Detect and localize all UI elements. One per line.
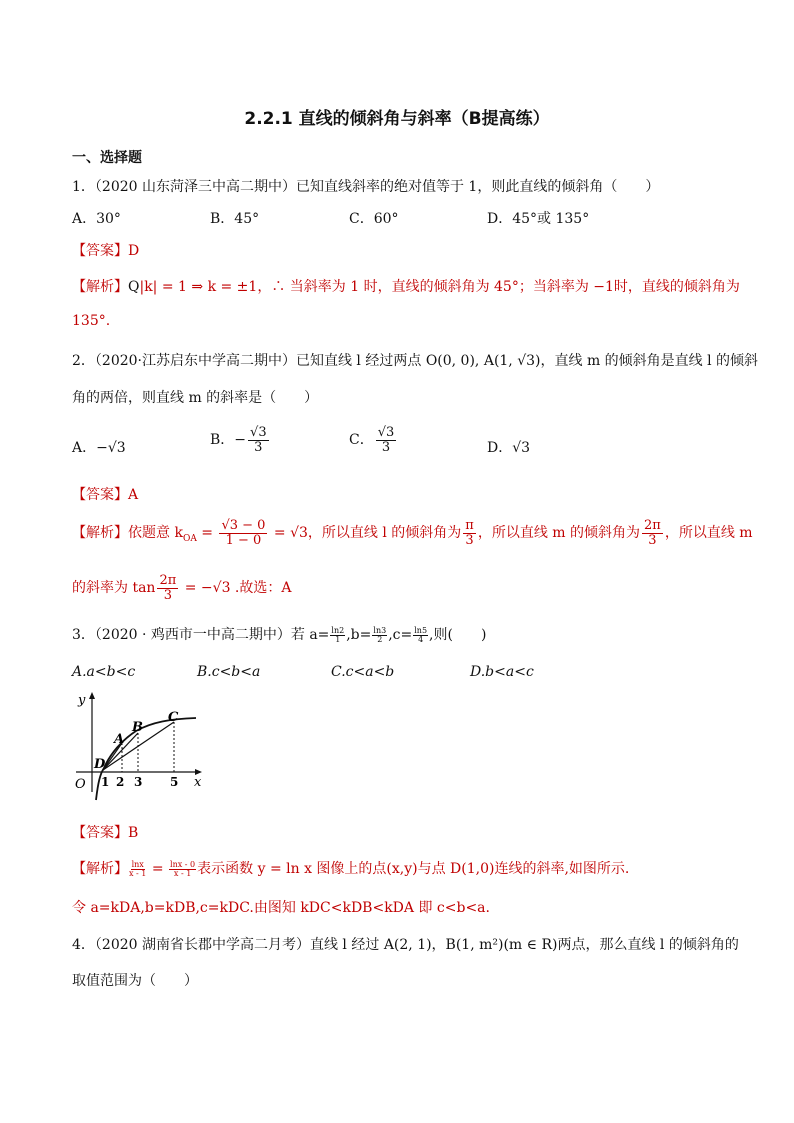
equals-sign: = xyxy=(196,525,218,542)
fraction-denominator: x - 1 xyxy=(129,868,147,878)
question-2-stem-line2: 角的两倍，则直线 m 的斜率是（ ） xyxy=(72,390,319,406)
fraction-numerator: √3 − 0 xyxy=(221,518,266,533)
point-label-d: D xyxy=(94,757,106,772)
page-title: 2.2.1 直线的倾斜角与斜率（B提高练） xyxy=(244,109,550,129)
stem-fraction-b xyxy=(372,627,387,644)
question-4-stem-line1: 4．（2020 湖南省长郡中学高二月考）直线 l 经过 A(2, 1)，B(1, m²)(m ∈ R)两点，那么直线 l 的倾斜角的 xyxy=(72,937,739,953)
fraction-numerator: √3 xyxy=(250,425,267,440)
point-label-b: B xyxy=(132,720,143,735)
option-label: C． xyxy=(349,432,374,449)
analysis-fraction-1 xyxy=(129,861,146,878)
analysis-text: 的斜率为 tan xyxy=(72,580,156,597)
q3-option-a: A.a<b<c xyxy=(72,664,136,680)
stem-text: 3．（2020 · 鸡西市一中高二期中）若 a= xyxy=(72,627,330,643)
q1-option-d: D．45°或 135° xyxy=(487,211,590,227)
answer-tag: 【答案】 xyxy=(72,825,128,841)
q2-option-d xyxy=(487,437,530,457)
analysis-text: 表示函数 y = ln x 图像上的点(x,y)与点 D(1,0)连线的斜率,如图所示. xyxy=(197,861,630,877)
q2-analysis xyxy=(72,519,753,547)
analysis-fraction-2 xyxy=(169,861,196,878)
answer-value: A xyxy=(128,487,139,503)
analysis-fraction xyxy=(157,574,178,602)
option-value: −√3 xyxy=(96,440,126,456)
point-label-a: A xyxy=(114,732,125,747)
q3-option-c: C.c<a<b xyxy=(331,664,395,680)
answer-tag: 【答案】 xyxy=(72,243,128,259)
option-label: B． xyxy=(210,432,235,449)
analysis-text: = −√3 .故选：A xyxy=(180,580,292,597)
question-1-stem: 1．（2020 山东菏泽三中高二期中）已知直线斜率的绝对值等于 1，则此直线的倾斜角（ ） xyxy=(72,179,660,195)
fraction-denominator: 1 − 0 xyxy=(225,532,262,548)
tick-label-5: 5 xyxy=(170,775,179,789)
stem-fraction-a xyxy=(330,627,345,644)
origin-label: O xyxy=(75,777,86,792)
y-axis-arrow-icon xyxy=(89,692,95,699)
option-value: √3 xyxy=(512,440,531,456)
axis-label-x: x xyxy=(194,775,202,790)
answer-value: D xyxy=(128,243,140,259)
q3-answer xyxy=(72,822,138,842)
option-fraction xyxy=(376,426,397,454)
fraction-denominator: 1 xyxy=(335,634,341,644)
option-fraction xyxy=(248,426,269,454)
q3-analysis xyxy=(72,858,629,878)
option-sign: − xyxy=(234,432,247,449)
stem-fraction-c xyxy=(413,627,428,644)
point-label-c: C xyxy=(168,710,179,725)
fraction-denominator: 3 xyxy=(254,439,263,455)
q3-option-d: D.b<a<c xyxy=(470,664,534,680)
option-label: D． xyxy=(487,440,513,456)
fraction-denominator: x - 1 xyxy=(173,868,192,878)
fraction-numerator: ln2 xyxy=(331,625,345,635)
q1-answer xyxy=(72,240,139,260)
analysis-tag: 【解析】 xyxy=(72,525,128,542)
analysis-text: 依题意 k xyxy=(128,525,183,542)
section-heading: 一、选择题 xyxy=(72,150,142,166)
analysis-text: ，所以直线 m xyxy=(664,525,753,542)
q2-option-a xyxy=(72,437,126,457)
question-3-stem xyxy=(72,624,486,644)
stem-text: ,则( ) xyxy=(429,627,487,643)
analysis-tag: 【解析】 xyxy=(72,279,128,295)
q2-analysis-line2 xyxy=(72,574,291,602)
tick-label-3: 3 xyxy=(134,775,143,789)
chord-DA xyxy=(103,743,122,770)
analysis-fraction xyxy=(642,519,663,547)
q2-option-c xyxy=(349,426,398,454)
fraction-numerator: 2π xyxy=(644,518,661,533)
analysis-fraction xyxy=(463,519,476,547)
q1-option-b: B．45° xyxy=(210,211,260,227)
fraction-denominator: 3 xyxy=(648,532,657,548)
fraction-denominator: 3 xyxy=(381,439,391,455)
fraction-denominator: 2 xyxy=(377,634,383,644)
tick-label-2: 2 xyxy=(116,775,125,789)
fraction-numerator: lnx xyxy=(131,859,144,869)
subscript: OA xyxy=(182,533,197,544)
analysis-text: |k| = 1 ⇒ k = ±1，∴ 当斜率为 1 时，直线的倾斜角为 45°；当斜率为 −1时，直线的倾斜角为 xyxy=(139,279,740,295)
fraction-numerator: 2π xyxy=(159,573,177,588)
fraction-numerator: ln3 xyxy=(373,625,387,635)
fraction-numerator: √3 xyxy=(377,425,395,440)
q3-option-b: B.c<b<a xyxy=(197,664,261,680)
q1-analysis xyxy=(72,276,740,296)
analysis-fraction xyxy=(219,519,267,547)
question-4-stem-line2: 取值范围为（ ） xyxy=(72,973,198,989)
analysis-tag: 【解析】 xyxy=(72,861,128,877)
answer-tag: 【答案】 xyxy=(72,487,128,503)
analysis-text: ，所以直线 m 的倾斜角为 xyxy=(477,525,641,542)
fraction-numerator: π xyxy=(465,518,474,533)
fraction-numerator: lnx - 0 xyxy=(170,859,196,869)
q2-answer xyxy=(72,484,138,504)
q1-analysis-line2: 135°. xyxy=(72,313,111,329)
q1-option-c: C．60° xyxy=(349,211,399,227)
q2-option-b xyxy=(210,426,271,454)
fraction-denominator: 3 xyxy=(465,532,474,548)
axis-label-y: y xyxy=(78,693,86,708)
stem-text: ,b= xyxy=(346,627,372,643)
equals-sign: = xyxy=(147,861,169,877)
answer-value: B xyxy=(128,825,139,841)
option-label: A． xyxy=(72,440,97,456)
q3-analysis-line2: 令 a=kDA,b=kDB,c=kDC.由图知 kDC<kDB<kDA 即 c<b<a. xyxy=(72,900,490,916)
analysis-text: = √3，所以直线 l 的倾斜角为 xyxy=(269,525,462,542)
tick-label-1: 1 xyxy=(101,775,110,789)
fraction-denominator: 4 xyxy=(418,634,424,644)
analysis-therefore-symbol: Q xyxy=(128,279,140,295)
ln-function-graph xyxy=(70,688,210,808)
q1-option-a: A．30° xyxy=(72,211,121,227)
fraction-denominator: 3 xyxy=(163,587,172,603)
fraction-numerator: ln5 xyxy=(414,625,428,635)
question-2-stem-line1: 2．（2020·江苏启东中学高二期中）已知直线 l 经过两点 O(0, 0), A(1, √3)，直线 m 的倾斜角是直线 l 的倾斜 xyxy=(72,353,759,369)
stem-text: ,c= xyxy=(388,627,413,643)
